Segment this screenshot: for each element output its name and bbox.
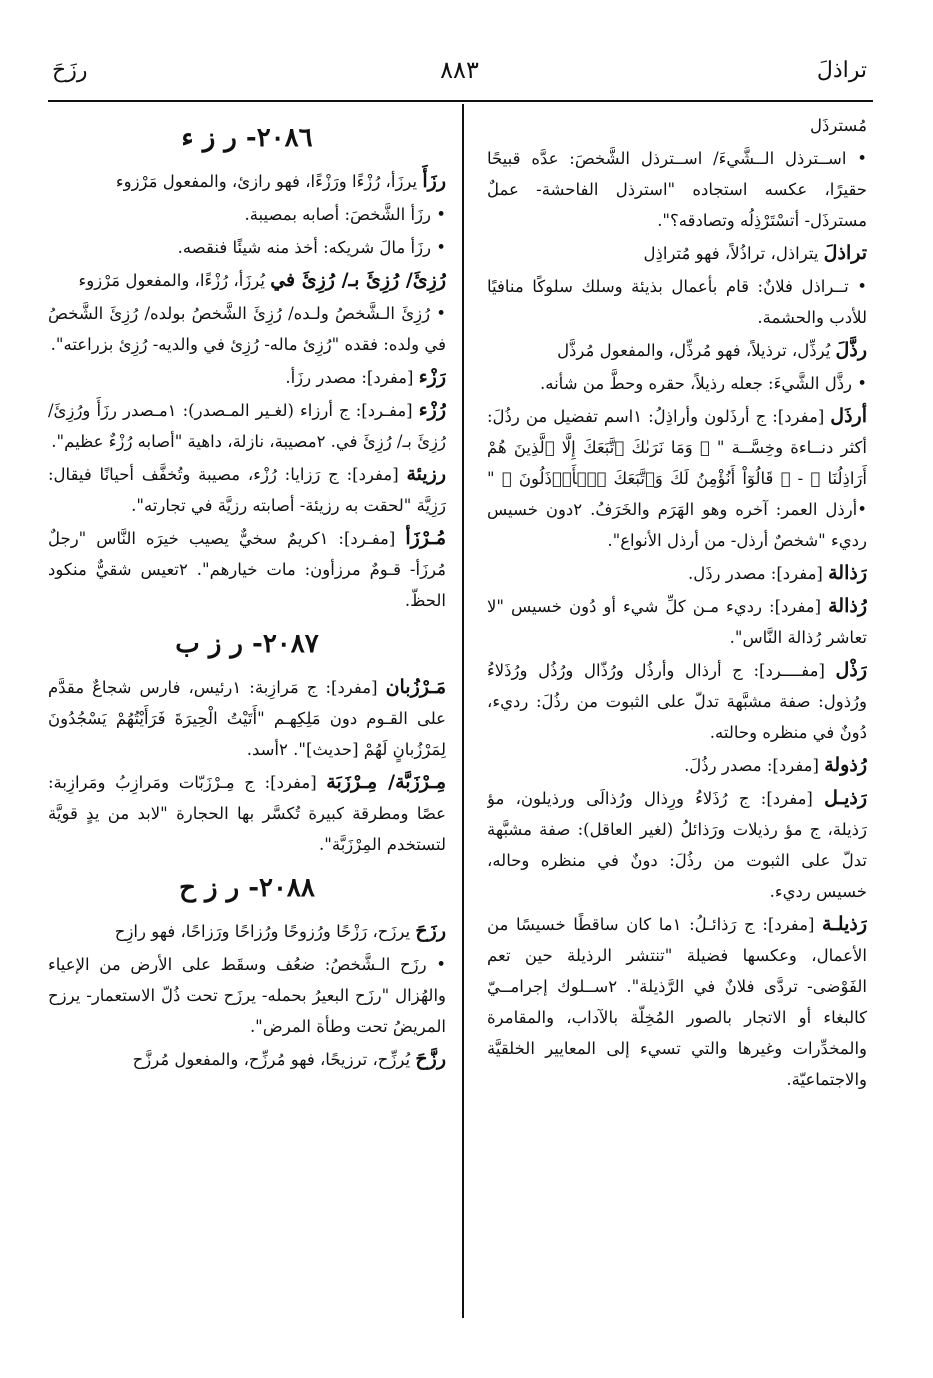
entry-text: [مفـرد]: ج أرزاء (لغـير المـصدر): ١مـصدر رزَأَ ورُزِئَ/ رُزِئَ بـ/ رُزِئَ في. ٢مصيبة، نازلة، داهية "أصابه رُزْءٌ عظيم". [48, 401, 446, 451]
dictionary-entry [487, 909, 867, 1095]
dictionary-entry [48, 672, 446, 765]
entry-text: • تــراذل فلانٌ: قام بأعمال بذيئة وسلك سلوكًا منافيًا للأدب والحشمة. [487, 277, 867, 327]
dictionary-entry [487, 238, 867, 269]
column-divider [462, 104, 464, 1318]
entry-text: يرزَح، رَزْحًا ورُزوحًا ورُزاحًا ورَزاحًا، فهو رازِح [114, 922, 411, 941]
left-column [48, 110, 446, 1318]
dictionary-entry [487, 368, 867, 399]
dictionary-entry [48, 199, 446, 230]
dictionary-entry [487, 110, 867, 141]
header-guide-word-last: رزَحَ [52, 58, 88, 83]
dictionary-entry [48, 395, 446, 457]
entry-headword: مُـرْزَأ [405, 527, 446, 549]
entry-text: • رُزِئَ الـشَّخصُ ولـده/ رُزِئَ الشَّخصُ بولده/ رُزِئَ الشَّخصُ في ولده: فقده "رُزِئ ماله- رُزِئ في والديه- رُزِئ بزراعته". [48, 304, 446, 354]
dictionary-entry [487, 591, 867, 653]
entry-headword: رَذالة [828, 562, 867, 584]
entry-headword: تراذلَ [823, 242, 867, 264]
root-heading: ٢٠٨٧- ر ز ب [175, 629, 319, 659]
entry-headword: رَذْل [835, 659, 867, 681]
entry-text: [مفرد]: ج أرذَلون وأراذِلُ: ١اسم تفضيل من رذُلَ: أكثر دنــاءة وخِسَّــة " ﴿ وَمَا نَرَىٰكَ ٱتَّبَعَكَ إِلَّا ٱلَّذِينَ هُمْ أَرَاذِلُنَا ﴾ - ﴿ قَالُوٓاْ أَنُؤْمِنُ لَكَ وَٱتَّبَعَكَ ٱلۡأَرۡذَلُونَ ﴾ " •أرذل العمر: آخره وهو الهَرَم والخَرَفُ. ٢دون خسيس رديء "شخصٌ أرذل- من أرذل الأنواع". [487, 407, 867, 550]
entry-headword: أرذَل [830, 405, 867, 427]
entry-headword: رُزْء [418, 399, 446, 421]
entry-headword: رزيئة [406, 463, 446, 485]
entry-text: [مفرد]: ج رُذَلاءُ ورِذال ورُذالَى ورذيلون، مؤ رَذيلة، ج مؤ رذيلات ورَذائلُ (لغير العاقل): صفة مشبَّهة تدلّ على الثبوت من رذُلَ: دونٌ في منظره وحاله، خسيس رديء. [487, 789, 867, 901]
dictionary-entry [487, 143, 867, 236]
entry-headword: مَـرْزُبان [385, 676, 446, 698]
entry-headword: رزَأَ [422, 170, 446, 192]
entry-text: يرزَأ، رُزْءًا ورَزْءًا، فهو رازئ، والمفعول مَرْزوء [115, 172, 418, 191]
dictionary-entry [48, 232, 446, 263]
entry-headword: رزَحَ [415, 920, 446, 942]
dictionary-entry [487, 750, 867, 781]
dictionary-entry [48, 166, 446, 197]
entry-text: يُرزِّح، ترزيحًا، فهو مُرزِّح، والمفعول مُرزَّح [132, 1050, 411, 1069]
dictionary-entry [487, 335, 867, 366]
dictionary-entry [487, 655, 867, 748]
entry-text: • رزَح الـشَّخصُ: ضعُف وسقَط على الأرض من الإعياء والهُزال "رزَح البعيرُ بحمله- يرزَح تحت ذُلّ الاستعمار- يرزح المريضُ تحت وطأة المرض". [48, 955, 446, 1036]
right-column [487, 110, 867, 1318]
entry-text: [مفرد]: ج مِـرْزَبّات ومَرازِبُ ومَرازِبة: عصًا ومطرقة كبيرة تُكسَّر بها الحجارة "لابد من يدٍ قويَّة لتستخدم المِرْزَبَّة". [48, 773, 446, 854]
entry-text: يتراذل، تراذُلاً، فهو مُتراذِل [643, 244, 819, 263]
entry-text: [مفــــرد]: ج أرذال وأرذُل ورُذّال ورُذُل ورُذَلاءُ ورُذول: صفة مشبَّهة تدلّ على الثبوت من رذُلَ: رديء، دُونٌ في منظره وحالته. [487, 661, 867, 742]
entry-headword: رَزْء [418, 366, 446, 388]
dictionary-entry [48, 298, 446, 360]
page-number: ٨٨٣ [440, 56, 479, 84]
page-header [52, 56, 867, 96]
entry-text: [مفرد]: مصدر رذَل. [687, 564, 823, 583]
root-heading: ٢٠٨٨- ر ز ح [179, 873, 315, 903]
header-guide-word-first: تراذلَ [816, 58, 867, 83]
entry-text: [مفـرد]: ١كريمٌ سخيٌّ يصيب خيرَه النَّاس "رجلٌ مُرزَأ- قـومٌ مرزأون: مات خيارهم". ٢تعيس شقيٌّ منكود الحظّ. [48, 529, 446, 610]
dictionary-entry [48, 767, 446, 860]
entry-headword: رُزِئَ/ رُزِئَ بـ/ رُزِئَ في [270, 269, 446, 291]
entry-headword: رذَّلَ [835, 339, 867, 361]
entry-headword: رَذيلـة [822, 913, 867, 935]
entry-headword: رزَّحَ [415, 1048, 446, 1070]
entry-text: [مفرد]: رديء مـن كلِّ شيء أو دُون خسيس "لا تعاشر رُذالة النَّاس". [487, 597, 867, 647]
entry-text: [مفرد]: مصدر رزَأ. [285, 368, 414, 387]
entry-text: [مفرد]: ج رَذائـلُ: ١ما كان ساقطًا خسيسًا من الأعمال، وعكسها فضيلة "تنتشر الرذيلة حين تعم الفَوْضى- تردَّى فلانٌ في الرَّذيلة". ٢ســلوك إجرامــيّ كالبغاء أو الاتجار بالصور المُخِلّة بالآداب، والمقامرة والمخدِّرات وغيرها والتي تسيء إلى المعايير الخلقيَّة والاجتماعيّة. [487, 915, 867, 1089]
dictionary-entry [48, 523, 446, 616]
entry-text: • رزَأ مالَ شريكه: أخذ منه شيئًا فنقصه. [177, 238, 446, 257]
dictionary-entry [48, 265, 446, 296]
dictionary-entry [487, 271, 867, 333]
entry-text: مُسترذَل [810, 116, 867, 135]
dictionary-entry [48, 1044, 446, 1075]
dictionary-entry [48, 949, 446, 1042]
dictionary-entry [48, 916, 446, 947]
entry-text: [مفرد]: مصدر رذُلَ. [684, 756, 819, 775]
header-rule [48, 100, 873, 102]
entry-headword: رُذالة [828, 595, 867, 617]
entry-headword: رَذيـل [824, 787, 867, 809]
entry-headword: رُذولة [824, 754, 867, 776]
entry-text: • رزَأ الشَّخصَ: أصابه بمصيبة. [244, 205, 446, 224]
entry-text: • رذَّل الشَّيءَ: جعله رذيلاً، حقره وحطَّ من شأنه. [539, 374, 867, 393]
dictionary-entry [48, 362, 446, 393]
entry-text: [مفرد]: ج مَرازِبة: ١رئيس، فارس شجاعٌ مقدَّم على القـوم دون مَلِكِهـم "أَتَيْتُ الْحِيرَةَ فَرَأَيْتُهُمْ يَسْجُدُونَ لِمَرْزُبانٍ لَهُمْ [حديث]". ٢أسد. [48, 678, 446, 759]
dictionary-entry [48, 459, 446, 521]
entry-text: [مفرد]: ج رَزايا: رُزْء، مصيبة وتُخفَّف أحيانًا فيقال: رَزِيَّة "لحقت به رزيئة- أصابته رزيَّة في تجارته". [48, 465, 446, 515]
dictionary-entry [487, 783, 867, 907]
entry-headword: مِـرْزَبَّة/ مِـرْزَبَة [326, 771, 446, 793]
entry-text: يُرذِّل، ترذيلاً، فهو مُرذِّل، والمفعول مُرذَّل [557, 341, 831, 360]
root-heading: ٢٠٨٦- ر ز ء [181, 123, 313, 153]
entry-text: • اســترذل الــشَّيءَ/ اســترذل الشَّخصَ: عدَّه قبيحًا حقيرًا، عكسه استجاده "استرذل الفاحشة- عملٌ مسترذَل- أتسْتَرْذِلُه وتصادقه؟". [487, 149, 867, 230]
entry-text: يُرزَأ، رُزْءًا، والمفعول مَرْزوء [78, 271, 265, 290]
dictionary-entry [487, 558, 867, 589]
dictionary-entry [487, 401, 867, 556]
